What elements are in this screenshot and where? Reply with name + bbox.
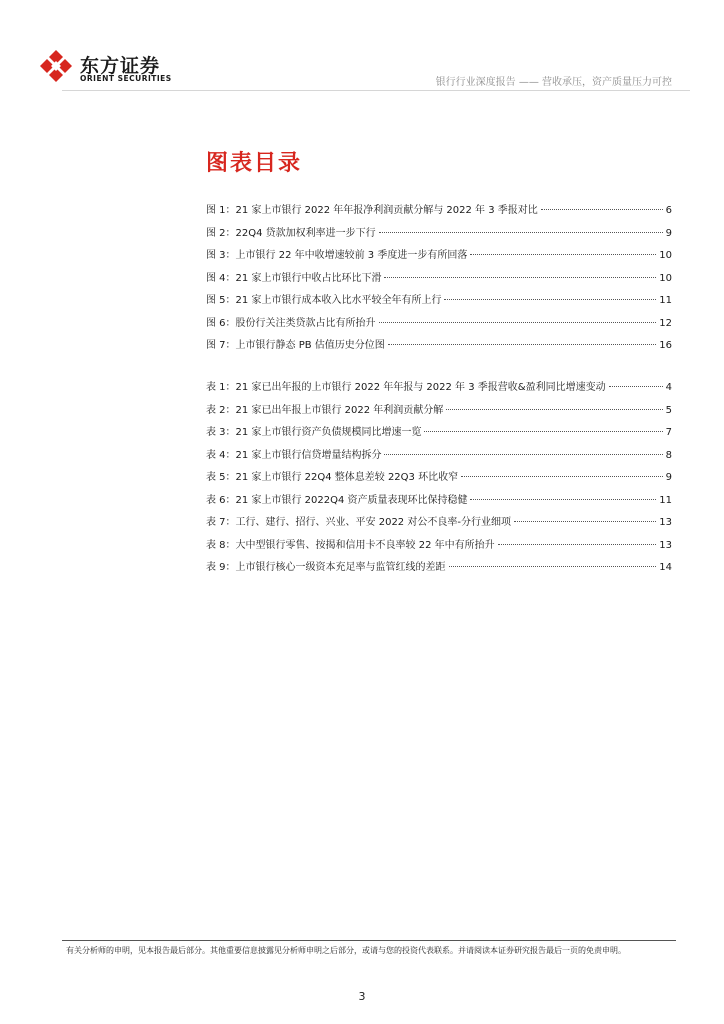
toc-entry-label: 图 7：上市银行静态 PB 估值历史分位图 — [206, 340, 385, 351]
toc-entry-page: 7 — [665, 427, 672, 438]
toc-entry-label: 表 5：21 家上市银行 22Q4 整体息差较 22Q3 环比收窄 — [206, 472, 459, 483]
toc-entry-figure-3[interactable] — [206, 246, 672, 269]
toc-entry-figure-5[interactable] — [206, 291, 672, 314]
toc-entry-table-4[interactable] — [206, 446, 672, 469]
toc-entry-page: 11 — [659, 295, 672, 306]
table-list — [206, 378, 672, 581]
toc-entry-page: 10 — [659, 250, 672, 261]
toc-entry-label: 表 4：21 家上市银行信贷增量结构拆分 — [206, 449, 382, 461]
toc-leader-dots — [498, 544, 657, 545]
toc-entry-label: 表 8：大中型银行零售、按揭和信用卡不良率较 22 年中有所抬升 — [206, 539, 495, 551]
toc-entry-table-6[interactable] — [206, 491, 672, 514]
toc-leader-dots — [444, 299, 656, 300]
footer-divider — [62, 940, 676, 941]
toc-entry-page: 11 — [659, 494, 672, 506]
toc-entry-table-3[interactable] — [206, 423, 672, 446]
footer-disclaimer: 有关分析师的申明，见本报告最后部分。其他重要信息披露见分析师申明之后部分，或请与您的投资代表联系。并请阅读本证券研究报告最后一页的免责申明。 — [66, 946, 626, 955]
toc-entry-page: 9 — [665, 227, 672, 239]
toc-entry-label: 表 9：上市银行核心一级资本充足率与监管红线的差距 — [206, 562, 446, 573]
toc-entry-table-7[interactable] — [206, 513, 672, 536]
toc-leader-dots — [541, 209, 663, 210]
toc-entry-figure-2[interactable] — [206, 224, 672, 247]
toc-leader-dots — [388, 344, 656, 345]
toc-entry-page: 4 — [665, 382, 672, 393]
page-header — [0, 0, 724, 95]
toc-entry-label: 表 2：21 家已出年报上市银行 2022 年利润贡献分解 — [206, 404, 444, 416]
toc-leader-dots — [470, 499, 656, 500]
toc-entry-label: 表 6：21 家上市银行 2022Q4 资产质量表现环比保持稳健 — [206, 494, 468, 506]
toc-entry-figure-1[interactable] — [206, 201, 672, 224]
toc-entry-label: 图 2：22Q4 贷款加权利率进一步下行 — [206, 227, 376, 239]
toc-entry-label: 图 6：股份行关注类贷款占比有所抬升 — [206, 317, 376, 329]
brand-name-cn: 东方证券 — [80, 55, 161, 77]
toc-leader-dots — [470, 254, 656, 255]
toc-leader-dots — [424, 431, 662, 432]
toc-entry-label: 图 3：上市银行 22 年中收增速较前 3 季度进一步有所回落 — [206, 250, 468, 261]
toc-entry-page: 13 — [659, 539, 672, 551]
toc-entry-page: 8 — [665, 449, 672, 461]
toc-entry-figure-7[interactable] — [206, 336, 672, 359]
toc-entry-label: 表 7：工行、建行、招行、兴业、平安 2022 对公不良率-分行业细项 — [206, 517, 511, 528]
toc-entry-page: 9 — [665, 472, 672, 483]
toc-entry-page: 16 — [659, 340, 672, 351]
toc-entry-page: 5 — [665, 404, 672, 416]
toc-entry-figure-4[interactable] — [206, 269, 672, 292]
toc-entry-table-8[interactable] — [206, 536, 672, 559]
toc-leader-dots — [446, 409, 662, 410]
toc-leader-dots — [379, 322, 657, 323]
toc-entry-table-2[interactable] — [206, 401, 672, 424]
toc-entry-label: 表 3：21 家上市银行资产负债规模同比增速一览 — [206, 427, 422, 438]
toc-leader-dots — [609, 386, 663, 387]
toc-entry-label: 图 1：21 家上市银行 2022 年年报净利润贡献分解与 2022 年 3 季报对比 — [206, 205, 538, 216]
toc-leader-dots — [379, 232, 663, 233]
toc-entry-label: 图 5：21 家上市银行成本收入比水平较全年有所上行 — [206, 295, 442, 306]
toc-entry-figure-6[interactable] — [206, 314, 672, 337]
toc-entry-page: 14 — [659, 562, 672, 573]
toc-entry-page: 6 — [665, 205, 672, 216]
toc-leader-dots — [461, 476, 663, 477]
toc-entry-label: 表 1：21 家已出年报的上市银行 2022 年年报与 2022 年 3 季报营收&盈利同比增速变动 — [206, 382, 606, 393]
toc-title: 图表目录 — [206, 151, 303, 176]
toc-entry-page: 13 — [659, 517, 672, 528]
page-number: 3 — [358, 990, 366, 1003]
header-divider — [62, 90, 690, 91]
toc-entry-label: 图 4：21 家上市银行中收占比环比下滑 — [206, 272, 382, 284]
figure-list — [206, 201, 672, 359]
toc-entry-page: 12 — [659, 317, 672, 329]
toc-leader-dots — [384, 277, 656, 278]
toc-leader-dots — [449, 566, 657, 567]
toc-entry-table-9[interactable] — [206, 558, 672, 581]
brand-name-en: ORIENT SECURITIES — [80, 74, 172, 83]
toc-entry-table-5[interactable] — [206, 468, 672, 491]
toc-entry-table-1[interactable] — [206, 378, 672, 401]
toc-leader-dots — [384, 454, 662, 455]
toc-leader-dots — [514, 521, 656, 522]
report-title: 银行行业深度报告 —— 营收承压，资产质量压力可控 — [435, 77, 672, 88]
toc-entry-page: 10 — [659, 272, 672, 284]
orient-securities-logo-icon — [36, 48, 76, 86]
